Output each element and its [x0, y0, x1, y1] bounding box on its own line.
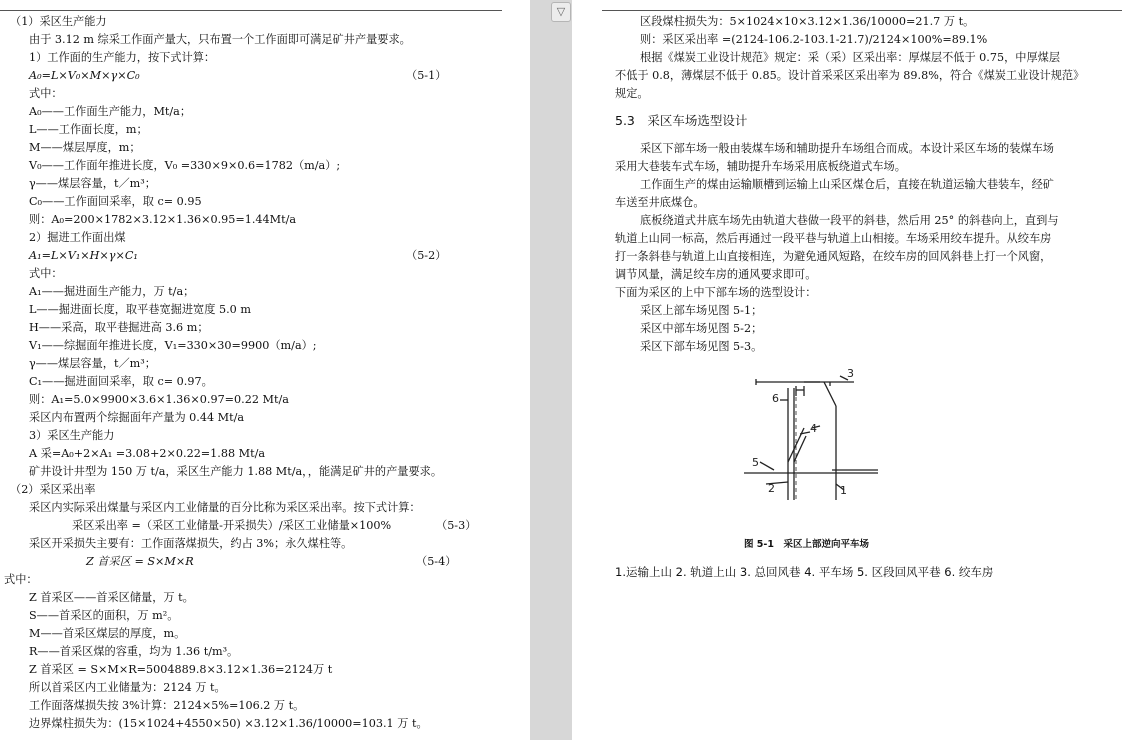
equation-number: （5-2）: [406, 249, 447, 262]
text-line: A 采=A₀+2×A₁ =3.08+2×0.22=1.88 Mt/a: [29, 447, 266, 460]
equation: 采区采出率 =（采区工业储量-开采损失）/采区工业储量×100%: [72, 519, 392, 532]
text-line: 区段煤柱损失为：5×1024×10×3.12×1.36/10000=21.7 万 t。: [640, 15, 975, 28]
figure-label: 1: [840, 484, 847, 497]
text-line: 下面为采区的上中下部车场的选型设计：: [615, 286, 817, 299]
text-line: 轨道上山同一标高，然后再通过一段平巷与轨道上山相接。车场采用绞车提升。从绞车房: [615, 232, 1052, 245]
text-line: 工作面落煤损失按 3%计算：2124×5%=106.2 万 t。: [29, 699, 305, 712]
text-line: A₁——掘进面生产能力，万 t/a；: [29, 285, 195, 298]
figure-label: 4: [810, 422, 817, 435]
text-line: γ——煤层容量，t／m³；: [29, 357, 156, 370]
text-line: M——煤层厚度，m；: [29, 141, 141, 154]
text-line: C₁——掘进面回采率，取 c= 0.97。: [29, 375, 213, 388]
header-rule: [602, 10, 1122, 11]
text-line: R——首采区煤的容重，均为 1.36 t/m³。: [29, 645, 239, 658]
equation-number: （5-1）: [406, 69, 447, 82]
text-line: 采区下部车场见图 5-3。: [640, 340, 763, 353]
text-line: γ——煤层容量，t／m³；: [29, 177, 156, 190]
text-line: 车送至井底煤仓。: [615, 196, 705, 209]
equation-number: （5-3）: [436, 519, 477, 532]
text-line: 1）工作面的生产能力，按下式计算：: [29, 51, 216, 64]
text-line: C₀——工作面回采率，取 c= 0.95: [29, 195, 202, 208]
text-line: 则：采区采出率 =(2124-106.2-103.1-21.7)/2124×100%=89.1%: [640, 33, 988, 46]
text-line: 不低于 0.8，薄煤层不低于 0.85。设计首采采区采出率为 89.8%，符合《煤炭工业设计规范》: [615, 69, 1085, 82]
upper-yard-diagram: [744, 366, 890, 500]
text-line: H——采高，取平巷掘进高 3.6 m；: [29, 321, 209, 334]
text-line: 采区下部车场一般由装煤车场和辅助提升车场组合而成。本设计采区车场的装煤车场: [640, 142, 1054, 155]
section-heading: （1）采区生产能力: [10, 15, 107, 28]
text-line: 采区开采损失主要有：工作面落煤损失，约占 3%；永久煤柱等。: [29, 537, 353, 550]
text-line: 2）掘进工作面出煤: [29, 231, 126, 244]
text-line: Z 首采区——首采区储量，万 t。: [29, 591, 194, 604]
figure-label: 3: [847, 367, 854, 380]
header-rule: [0, 10, 502, 11]
filter-icon[interactable]: ▽: [551, 2, 571, 22]
text-line: 式中：: [4, 573, 38, 586]
text-line: 矿井设计井型为 150 万 t/a，采区生产能力 1.88 Mt/a，，能满足矿井的产量要求。: [29, 465, 443, 478]
text-line: 打一条斜巷与轨道上山直接相连，为避免通风短路，在绞车房的回风斜巷上打一个风窗，: [615, 250, 1052, 263]
text-line: 所以首采区内工业储量为：2124 万 t。: [29, 681, 226, 694]
text-line: 边界煤柱损失为：(15×1024+4550×50) ×3.12×1.36/10000=103.1 万 t。: [29, 717, 428, 730]
text-line: L——掘进面长度，取平巷宽掘进宽度 5.0 m: [29, 303, 251, 316]
text-line: S——首采区的面积，万 m²。: [29, 609, 179, 622]
text-line: A₀——工作面生产能力，Mt/a；: [29, 105, 192, 118]
figure-caption: 图 5-1 采区上部逆向平车场: [744, 539, 869, 550]
text-line: L——工作面长度，m；: [29, 123, 148, 136]
text-line: 调节风量，满足绞车房的通风要求即可。: [615, 268, 817, 281]
text-line: 根据《煤炭工业设计规范》规定：采（采）区采出率：厚煤层不低于 0.75，中厚煤层: [640, 51, 1061, 64]
text-line: 采用大巷装车式车场，辅助提升车场采用底板绕道式车场。: [615, 160, 906, 173]
figure-label: 5: [752, 456, 759, 469]
section-heading: （2）采区采出率: [10, 483, 96, 496]
equation: Z 首采区 = S×M×R: [86, 555, 194, 568]
text-line: 3）采区生产能力: [29, 429, 115, 442]
text-line: 采区上部车场见图 5-1；: [640, 304, 763, 317]
text-line: 由于 3.12 m 综采工作面产量大，只布置一个工作面即可满足矿井产量要求。: [29, 33, 411, 46]
text-line: Z 首采区 = S×M×R=5004889.8×3.12×1.36=2124万 t: [29, 663, 333, 676]
page-gutter: [530, 0, 572, 740]
text-line: 式中：: [29, 87, 63, 100]
text-line: 工作面生产的煤由运输顺槽到运输上山采区煤仓后，直接在轨道运输大巷装车，经矿: [640, 178, 1054, 191]
section-title: 5.3 采区车场选型设计: [615, 113, 748, 128]
text-line: V₁——综掘面年推进长度，V₁=330×30=9900（m/a）;: [29, 339, 317, 352]
equation-number: （5-4）: [416, 555, 457, 568]
text-line: 采区中部车场见图 5-2；: [640, 322, 763, 335]
text-line: 采区内布置两个综掘面年产量为 0.44 Mt/a: [29, 411, 245, 424]
text-line: 底板绕道式井底车场先由轨道大巷做一段平的斜巷，然后用 25° 的斜巷向上，直到与: [640, 214, 1059, 227]
text-line: 规定。: [615, 87, 649, 100]
text-line: M——首采区煤层的厚度，m。: [29, 627, 186, 640]
equation: A₁=L×V₁×H×γ×C₁: [29, 249, 138, 262]
figure-label: 2: [768, 482, 775, 495]
text-line: V₀——工作面年推进长度，V₀ =330×9×0.6=1782（m/a）;: [29, 159, 341, 172]
text-line: 则：A₁=5.0×9900×3.6×1.36×0.97=0.22 Mt/a: [29, 393, 289, 406]
text-line: 采区内实际采出煤量与采区内工业储量的百分比称为采区采出率。按下式计算：: [29, 501, 421, 514]
figure-legend: 1.运输上山 2. 轨道上山 3. 总回风巷 4. 平车场 5. 区段回风平巷 6. 绞车房: [615, 565, 994, 579]
text-line: 式中：: [29, 267, 63, 280]
figure-label: 6: [772, 392, 779, 405]
equation: A₀=L×V₀×M×γ×C₀: [29, 69, 140, 82]
text-line: 则：A₀=200×1782×3.12×1.36×0.95=1.44Mt/a: [29, 213, 297, 226]
